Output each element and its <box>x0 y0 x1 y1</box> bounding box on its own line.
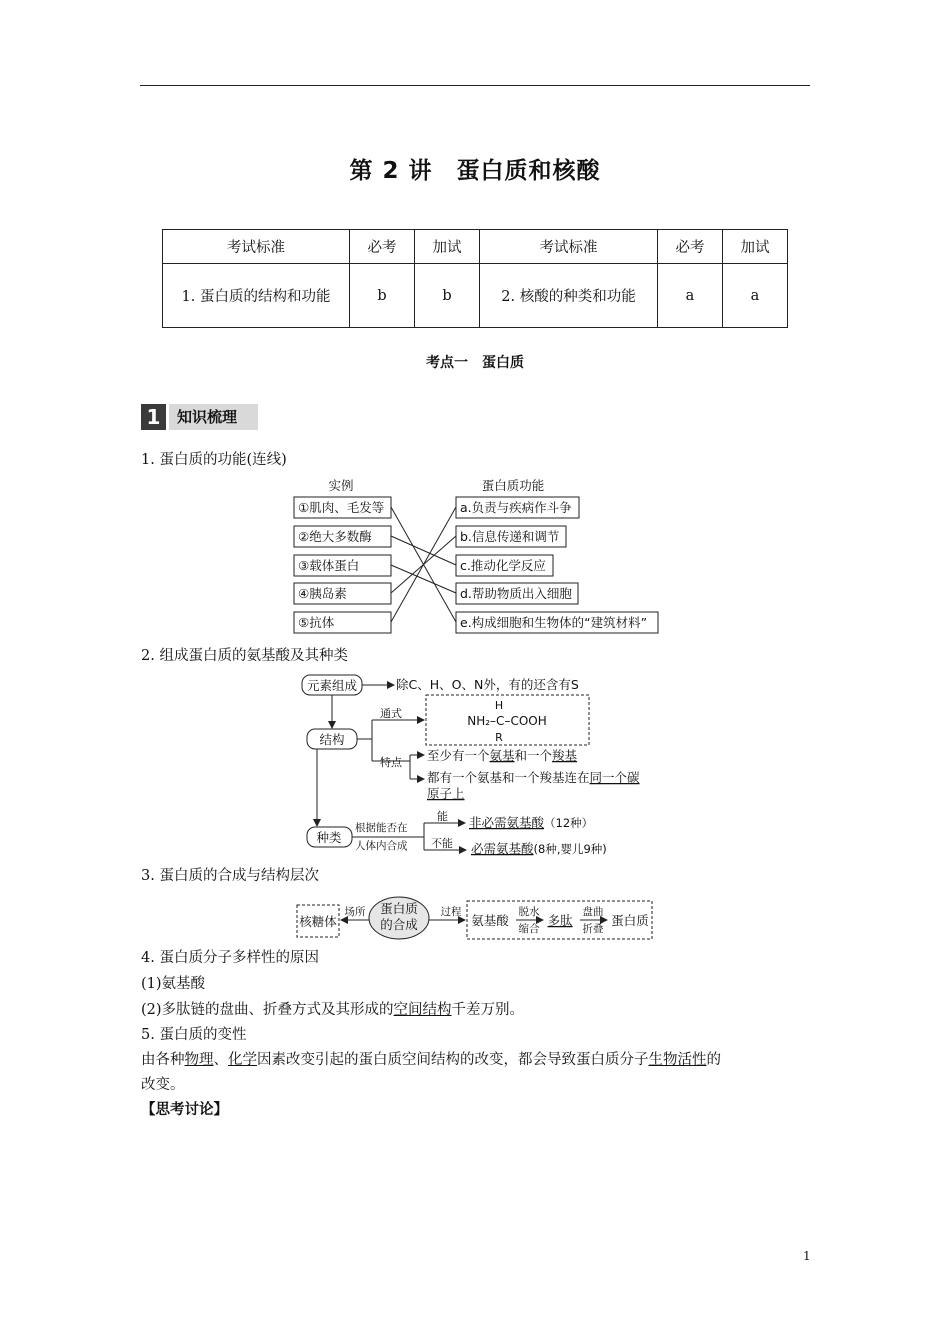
kinds-label: 种类 <box>316 830 342 845</box>
feature-2-cont: 原子上 <box>427 786 465 801</box>
amino-acid-label: 氨基酸 <box>471 913 509 928</box>
matching-right-label: d.帮助物质出入细胞 <box>460 586 572 601</box>
matching-left-header: 实例 <box>328 478 354 493</box>
table-cell: a <box>723 264 788 328</box>
section-header-number: 1 <box>141 404 166 430</box>
feature-1: 至少有一个氨基和一个羧基 <box>427 748 578 763</box>
ribosome-label: 核糖体 <box>299 914 337 929</box>
synthesis-center-line1: 蛋白质 <box>380 901 418 916</box>
matching-right-label: b.信息传递和调节 <box>460 529 560 544</box>
criteria-line-1: 根据能否在 <box>355 822 408 834</box>
elements-label: 元素组成 <box>306 678 358 693</box>
matching-left-label: ③载体蛋白 <box>298 558 360 573</box>
table-header-cell: 加试 <box>723 230 788 264</box>
discussion-heading: 【思考讨论】 <box>141 1102 228 1118</box>
item-2-heading: 2. 组成蛋白质的氨基酸及其种类 <box>141 648 348 664</box>
match-line <box>391 536 456 565</box>
item-4-sub-2: (2)多肽链的盘曲、折叠方式及其形成的空间结构千差万别。 <box>141 1002 525 1018</box>
section-header-label: 知识梳理 <box>169 404 258 430</box>
general-label: 通式 <box>380 707 402 720</box>
matching-left-label: ④胰岛素 <box>298 586 347 601</box>
item-5-heading: 5. 蛋白质的变性 <box>141 1027 247 1043</box>
process-label: 过程 <box>440 906 462 918</box>
matching-lines <box>391 507 456 622</box>
place-label: 场所 <box>344 906 366 918</box>
item-1-heading: 1. 蛋白质的功能(连线) <box>141 452 287 468</box>
elements-note: 除C、H、O、N外，有的还含有S <box>396 677 579 692</box>
can-label: 能 <box>437 810 448 823</box>
table-cell: a <box>658 264 723 328</box>
item-3-heading: 3. 蛋白质的合成与结构层次 <box>141 868 319 884</box>
matching-left-label: ⑤抗体 <box>298 615 335 630</box>
table-cell: b <box>350 264 415 328</box>
table-header-cell: 考试标准 <box>163 230 350 264</box>
cannot-label: 不能 <box>431 837 453 850</box>
page-title: 第 2 讲 蛋白质和核酸 <box>349 158 601 184</box>
synthesis-diagram <box>297 897 652 939</box>
matching-diagram <box>294 478 658 633</box>
item-5-text-cont: 改变。 <box>141 1077 185 1093</box>
essential-line: 必需氨基酸(8种,婴儿9种) <box>471 841 607 856</box>
table-cell: 1. 蛋白质的结构和功能 <box>163 264 350 328</box>
step-condensation: 缩合 <box>518 923 540 935</box>
formula-main: NH₂–C–COOH <box>467 714 547 728</box>
feature-label: 特点 <box>380 756 402 769</box>
nonessential-line: 非必需氨基酸（12种） <box>469 815 594 830</box>
criteria-line-2: 人体内合成 <box>355 840 408 852</box>
table-header-cell: 考试标准 <box>480 230 658 264</box>
feature-2: 都有一个氨基和一个羧基连在同一个碳 <box>427 770 640 785</box>
table-header-cell: 必考 <box>658 230 723 264</box>
matching-left-label: ①肌肉、毛发等 <box>298 500 385 515</box>
matching-right-label: c.推动化学反应 <box>460 558 546 573</box>
item-5-text: 由各种物理、化学因素改变引起的蛋白质空间结构的改变，都会导致蛋白质分子生物活性的 <box>141 1052 721 1068</box>
structure-label: 结构 <box>319 732 345 747</box>
peptide-label: 多肽 <box>547 913 573 928</box>
amino-acid-diagram <box>302 675 640 856</box>
item-4-sub-1: (1)氨基酸 <box>141 976 206 992</box>
formula-r: R <box>495 731 503 744</box>
section-title: 考点一 蛋白质 <box>426 355 524 371</box>
matching-left-label: ②绝大多数酶 <box>298 529 372 544</box>
protein-label: 蛋白质 <box>611 913 649 928</box>
step-coiling: 盘曲 <box>582 906 604 918</box>
matching-right-label: e.构成细胞和生物体的“建筑材料” <box>460 615 648 630</box>
page-number: 1 <box>803 1249 811 1263</box>
formula-h: H <box>494 699 504 712</box>
synthesis-center-line2: 的合成 <box>380 917 418 932</box>
match-line <box>391 565 456 593</box>
table-cell: 2. 核酸的种类和功能 <box>480 264 658 328</box>
item-4-heading: 4. 蛋白质分子多样性的原因 <box>141 950 319 966</box>
step-folding: 折叠 <box>582 923 604 935</box>
table-cell: b <box>415 264 480 328</box>
table-header-cell: 必考 <box>350 230 415 264</box>
table-header-cell: 加试 <box>415 230 480 264</box>
matching-right-label: a.负责与疾病作斗争 <box>460 500 572 515</box>
matching-right-header: 蛋白质功能 <box>481 478 545 493</box>
step-dehydration: 脱水 <box>518 906 540 918</box>
